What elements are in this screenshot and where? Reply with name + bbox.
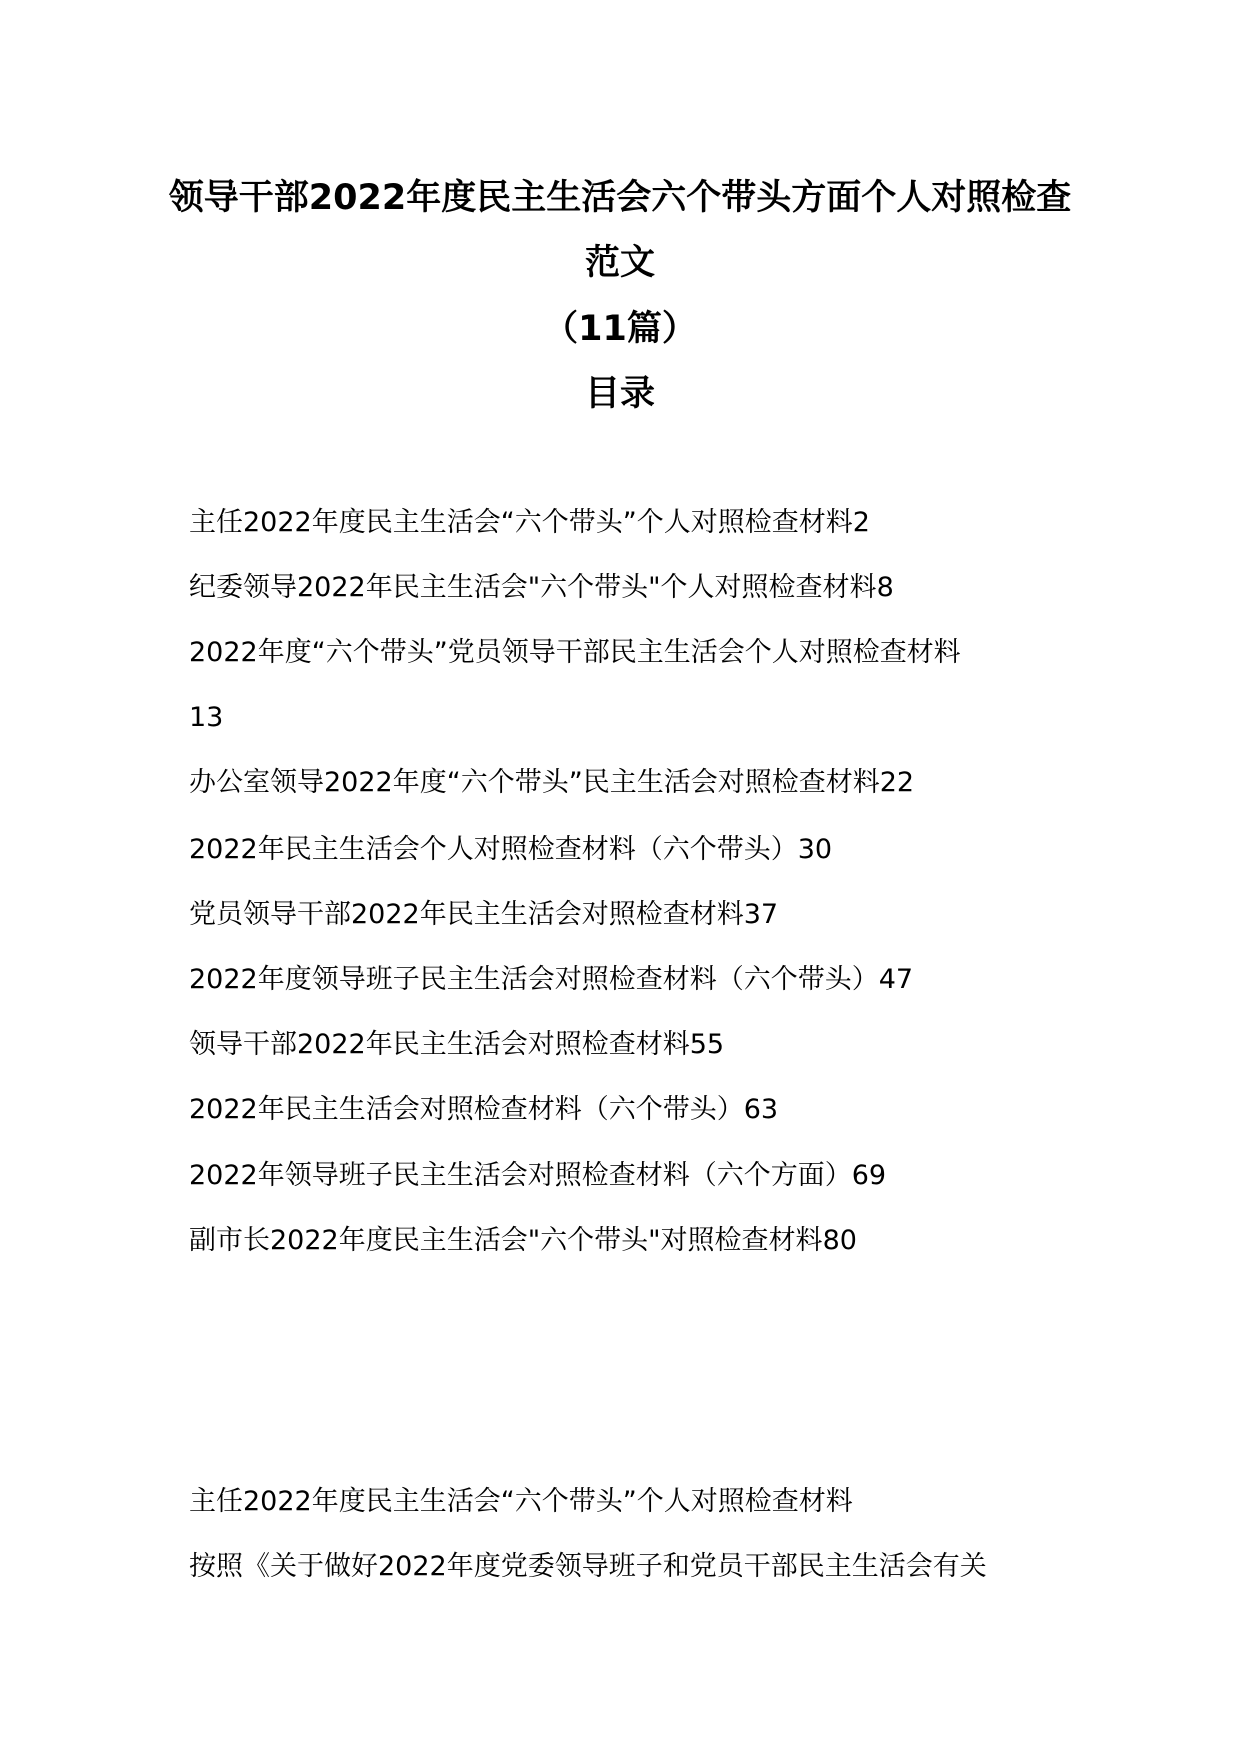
section-title: 主任2022年度民主生活会“六个带头”个人对照检查材料 xyxy=(189,1486,853,1517)
toc-entry-page: 8 xyxy=(876,572,894,603)
toc-entry-title: 办公室领导2022年度“六个带头”民主生活会对照检查材料 xyxy=(189,767,880,798)
toc-entry-page: 13 xyxy=(189,702,224,733)
toc-entry-page: 22 xyxy=(879,767,915,798)
toc-entry-title: 主任2022年度民主生活会“六个带头”个人对照检查材料 xyxy=(189,507,853,538)
toc-entry[interactable] xyxy=(189,1225,857,1257)
toc-entry-title: 2022年度“六个带头”党员领导干部民主生活会个人对照检查材料 xyxy=(189,637,961,668)
toc-entry-page: 63 xyxy=(743,1094,779,1125)
toc-entry-title: 2022年民主生活会对照检查材料（六个带头） xyxy=(189,1094,744,1125)
doc-title-line2: 范文 xyxy=(584,243,655,283)
toc-entry-title: 党员领导干部2022年民主生活会对照检查材料 xyxy=(189,899,744,930)
toc-entry-title: 副市长2022年度民主生活会"六个带头"对照检查材料 xyxy=(189,1225,823,1256)
toc-entry-page: 55 xyxy=(689,1029,725,1060)
toc-entry-page: 2 xyxy=(852,507,870,538)
toc-entry-title: 2022年民主生活会个人对照检查材料（六个带头） xyxy=(189,834,798,865)
toc-entry[interactable] xyxy=(189,767,914,799)
toc-entry[interactable] xyxy=(189,899,778,931)
toc-heading: 目录 xyxy=(584,374,655,414)
toc-entry[interactable] xyxy=(189,1094,778,1126)
toc-entry[interactable] xyxy=(189,1160,886,1192)
toc-entry[interactable] xyxy=(189,572,894,604)
toc-entry[interactable] xyxy=(189,507,870,539)
doc-title-line1: 领导干部2022年度民主生活会六个带头方面个人对照检查 xyxy=(168,178,1072,218)
toc-entry-title: 2022年度领导班子民主生活会对照检查材料（六个带头） xyxy=(189,964,879,995)
toc-entry-page: 80 xyxy=(822,1225,857,1256)
toc-entry[interactable] xyxy=(189,637,961,669)
toc-entry-page: 37 xyxy=(743,899,779,930)
toc-entry[interactable] xyxy=(189,834,832,866)
doc-article-count: （11篇） xyxy=(543,309,697,349)
toc-entry-title: 纪委领导2022年民主生活会"六个带头"个人对照检查材料 xyxy=(189,572,877,603)
toc-entry-title: 2022年领导班子民主生活会对照检查材料（六个方面） xyxy=(189,1160,852,1191)
toc-entry-page-wrapped[interactable] xyxy=(189,702,223,734)
toc-entry-title: 领导干部2022年民主生活会对照检查材料 xyxy=(189,1029,690,1060)
toc-entry-page: 47 xyxy=(878,964,914,995)
body-paragraph: 按照《关于做好2022年度党委领导班子和党员干部民主生活会有关 xyxy=(189,1551,987,1582)
toc-entry[interactable] xyxy=(189,964,913,996)
toc-entry-page: 69 xyxy=(851,1160,887,1191)
toc-entry[interactable] xyxy=(189,1029,724,1061)
toc-entry-page: 30 xyxy=(797,834,833,865)
